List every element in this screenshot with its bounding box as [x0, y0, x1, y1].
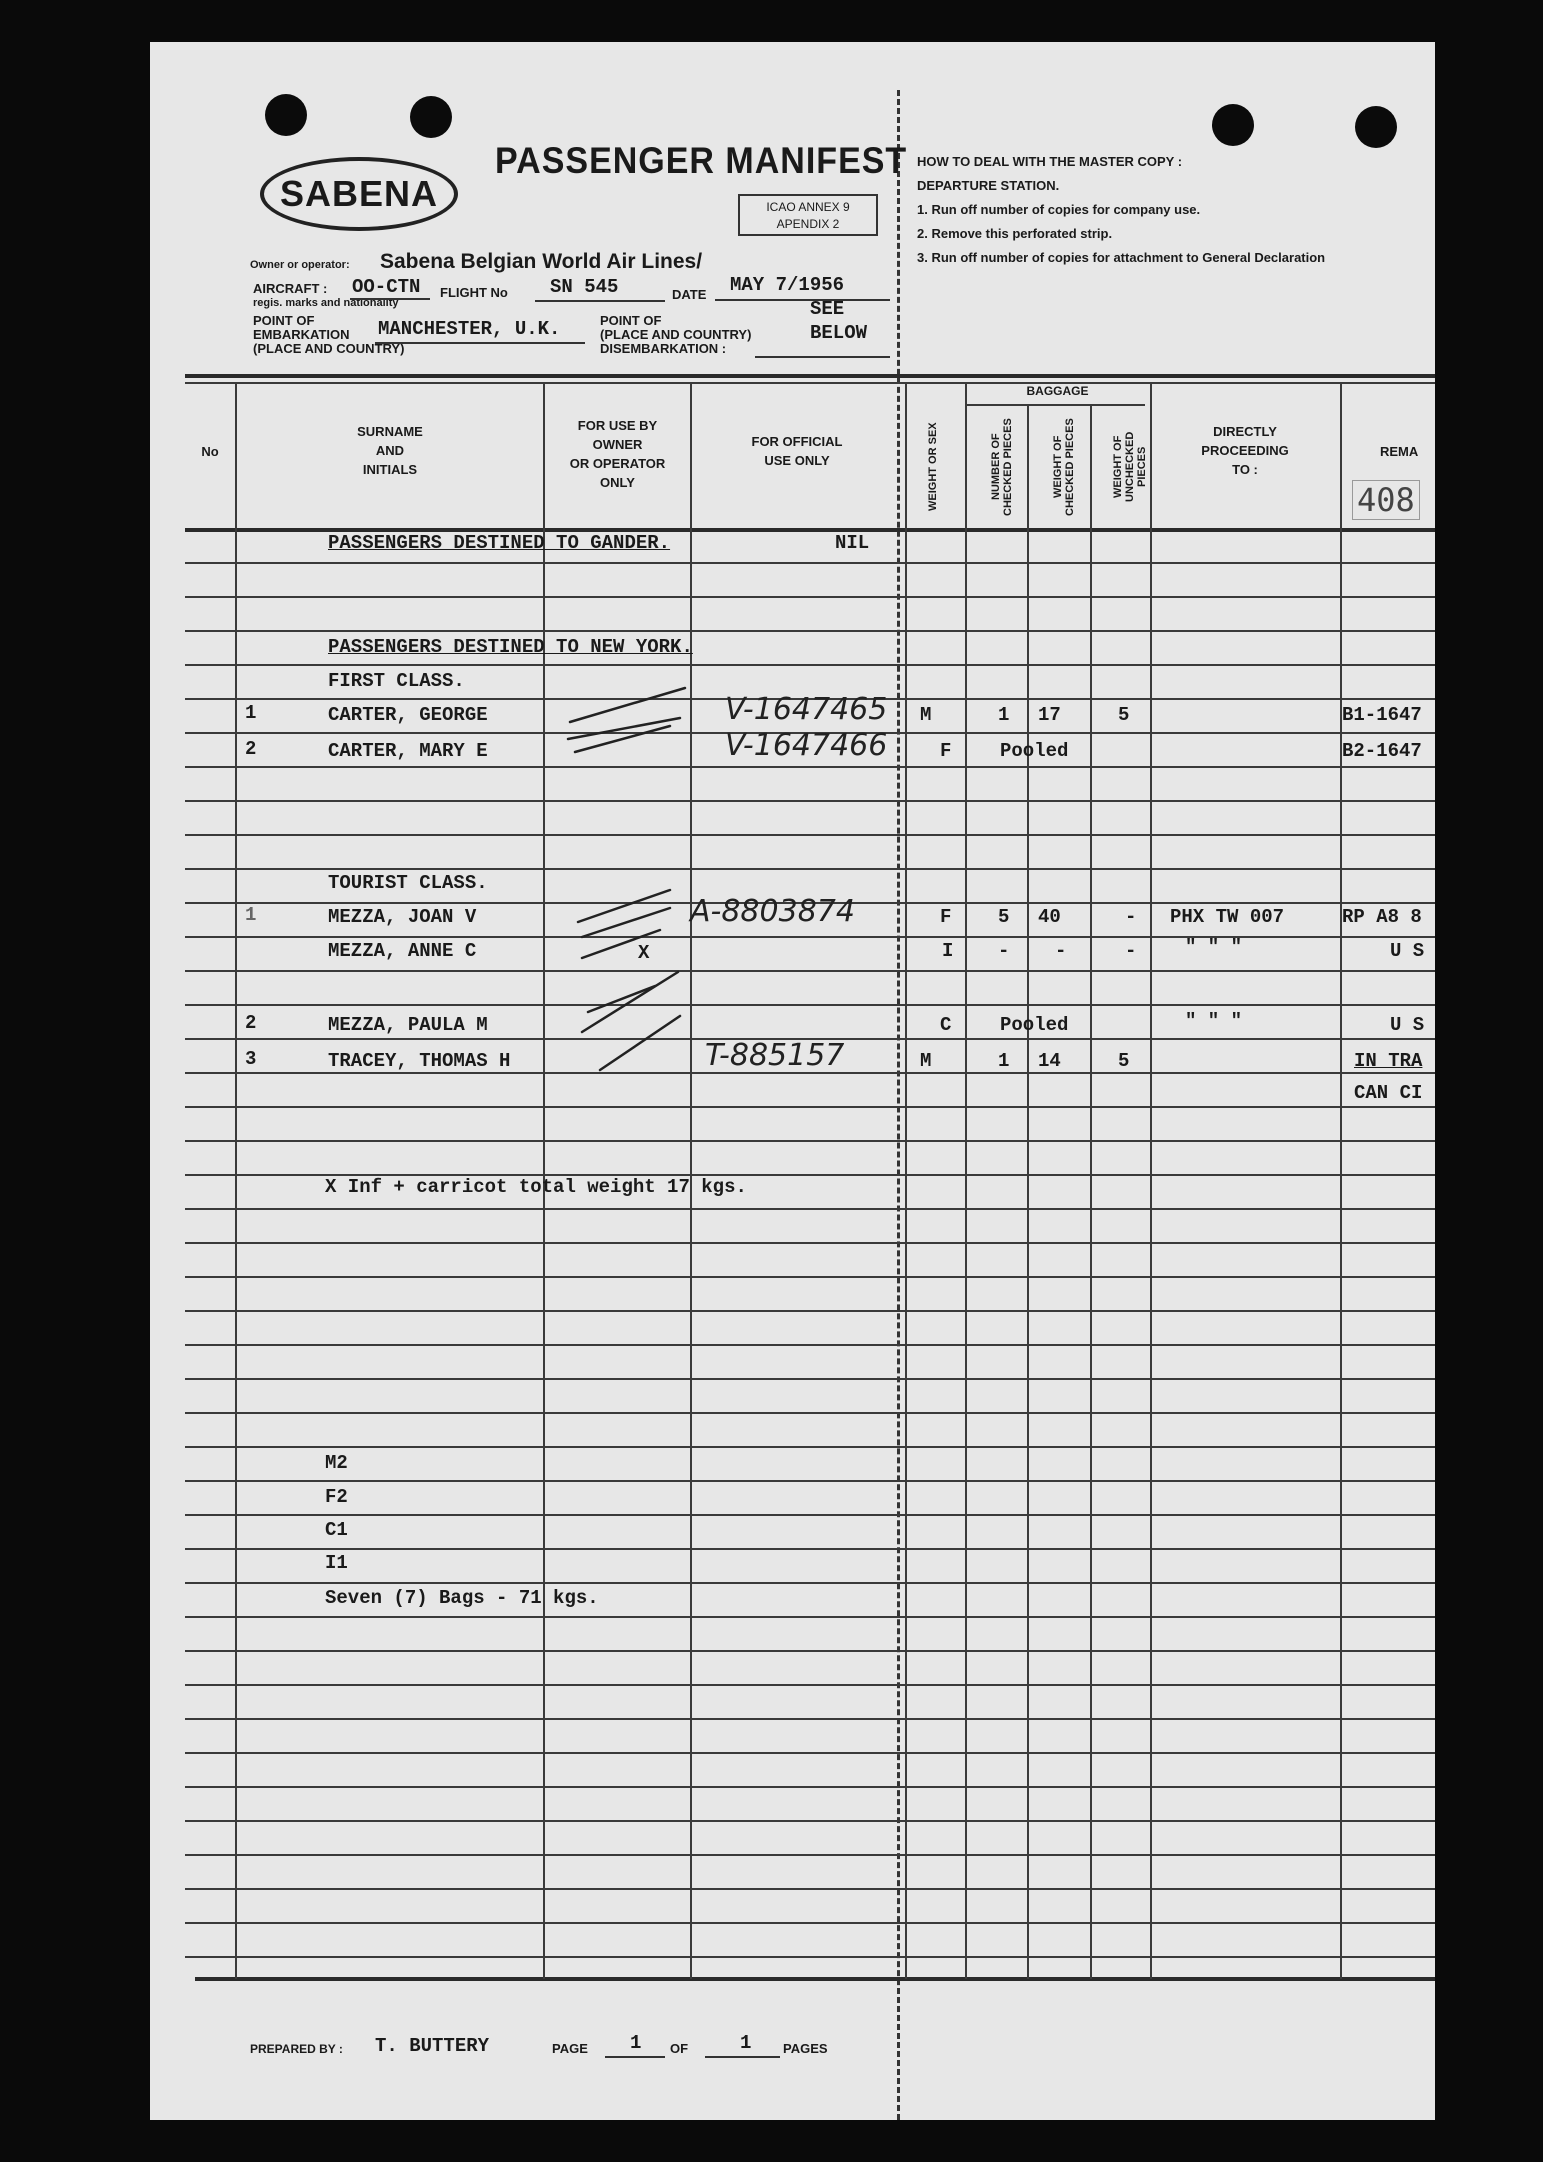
row-sex: M — [920, 1050, 932, 1072]
header-num-checked: NUMBER OF CHECKED PIECES — [990, 418, 1014, 516]
prepared-value: T. BUTTERY — [375, 2035, 490, 2057]
header-weight-sex: WEIGHT OR SEX — [927, 422, 939, 512]
aircraft-label: AIRCRAFT : — [253, 281, 328, 296]
prepared-label: PREPARED BY : — [250, 2042, 343, 2056]
note-infant: X Inf + carricot total weight 17 kgs. — [325, 1176, 747, 1198]
row-official: V-1647465 — [725, 692, 888, 727]
disembark-value-1: SEE — [810, 298, 845, 320]
row-remark: U S — [1390, 940, 1425, 962]
row-dest: PHX TW 007 — [1170, 906, 1285, 928]
pages-label: PAGES — [783, 2041, 828, 2056]
section-gander: PASSENGERS DESTINED TO GANDER. — [328, 532, 671, 554]
annex-line-2: APENDIX 2 — [776, 217, 840, 231]
row-remark: U S — [1390, 1014, 1425, 1036]
row-no: 1 — [245, 904, 257, 926]
row-num: Pooled — [1000, 740, 1069, 762]
strike-mark — [578, 890, 670, 922]
note-m: M2 — [325, 1452, 348, 1474]
row-name: MEZZA, JOAN V — [328, 906, 477, 928]
row-dest: " " " — [1185, 1010, 1243, 1032]
row-remark: IN TRA — [1354, 1050, 1423, 1072]
row-sex: F — [940, 740, 952, 762]
row-wt: 40 — [1038, 906, 1061, 928]
note-f: F2 — [325, 1486, 348, 1508]
row-remark: CAN CI — [1354, 1082, 1423, 1104]
note-i: I1 — [325, 1552, 348, 1574]
header-owner-1: FOR USE BY — [577, 418, 658, 433]
embark-label-1: POINT OF — [253, 313, 315, 328]
header-official-2: USE ONLY — [764, 453, 830, 468]
disembark-value-2: BELOW — [810, 322, 868, 344]
row-no: 1 — [245, 702, 257, 724]
section-tourist-class: TOURIST CLASS. — [328, 872, 488, 894]
row-num: 5 — [998, 906, 1010, 928]
header-surname-3: INITIALS — [362, 462, 418, 477]
strike-mark — [582, 908, 670, 937]
header-owner-2: OWNER — [592, 437, 643, 452]
total-pages-value: 1 — [740, 2032, 752, 2054]
manifest-sheet — [150, 42, 1435, 2120]
disembark-label-2: (PLACE AND COUNTRY) — [600, 327, 752, 342]
total-pages-underline — [705, 2056, 780, 2058]
embark-label-3: (PLACE AND COUNTRY) — [253, 341, 405, 356]
row-num: Pooled — [1000, 1014, 1069, 1036]
row-wt: 14 — [1038, 1050, 1061, 1072]
note-bags: Seven (7) Bags - 71 kgs. — [325, 1587, 599, 1609]
owner-label: Owner or operator: — [250, 259, 350, 271]
row-remark: B1-1647 — [1342, 704, 1422, 726]
header-no: No — [201, 444, 219, 459]
row-sex: C — [940, 1014, 952, 1036]
row-dest: " " " — [1185, 936, 1243, 958]
page-value: 1 — [630, 2032, 642, 2054]
instruction-line: 2. Remove this perforated strip. — [917, 226, 1113, 241]
header-baggage: BAGGAGE — [1026, 384, 1089, 398]
header-surname-1: SURNAME — [357, 424, 423, 439]
page-underline — [605, 2056, 665, 2058]
header-surname-2: AND — [375, 443, 405, 458]
disembark-label-3: DISEMBARKATION : — [600, 341, 727, 356]
row-official: V-1647466 — [725, 728, 888, 763]
row-num: - — [998, 940, 1010, 962]
header-remarks: REMA — [1380, 444, 1419, 459]
header-owner-4: ONLY — [600, 475, 635, 490]
embark-value: MANCHESTER, U.K. — [378, 318, 561, 340]
disembark-label-1: POINT OF — [600, 313, 662, 328]
row-no: 3 — [245, 1048, 257, 1070]
owner-value: Sabena Belgian World Air Lines/ — [380, 250, 703, 273]
header-proceeding-2: PROCEEDING — [1201, 443, 1289, 458]
strike-mark — [582, 972, 678, 1032]
handwritten-marks — [150, 42, 1435, 2120]
header-proceeding-3: TO : — [1232, 462, 1258, 477]
aircraft-value: OO-CTN — [352, 276, 421, 298]
header-owner-3: OR OPERATOR — [569, 456, 666, 471]
section-newyork: PASSENGERS DESTINED TO NEW YORK. — [328, 636, 693, 658]
stamp-number: 408 — [1352, 480, 1420, 520]
row-wt: - — [1055, 940, 1067, 962]
row-name: MEZZA, ANNE C — [328, 940, 477, 962]
row-sex: F — [940, 906, 952, 928]
date-label: DATE — [672, 287, 707, 302]
logo-text: SABENA — [279, 173, 438, 214]
row-wt: 17 — [1038, 704, 1061, 726]
page-title: PASSENGER MANIFEST — [495, 140, 908, 182]
header-wt-checked: WEIGHT OF CHECKED PIECES — [1052, 418, 1076, 516]
row-sex: I — [942, 940, 954, 962]
embark-label-2: EMBARKATION — [253, 327, 350, 342]
row-unc: 5 — [1118, 704, 1130, 726]
row-name: CARTER, GEORGE — [328, 704, 488, 726]
instruction-line: 1. Run off number of copies for company use. — [917, 202, 1201, 217]
date-value: MAY 7/1956 — [730, 274, 845, 296]
instruction-line: DEPARTURE STATION. — [917, 178, 1060, 193]
row-official: T-885157 — [705, 1038, 845, 1073]
row-name: TRACEY, THOMAS H — [328, 1050, 511, 1072]
row-name: CARTER, MARY E — [328, 740, 488, 762]
row-remark: B2-1647 — [1342, 740, 1422, 762]
row-unc: - — [1125, 906, 1137, 928]
row-sex: M — [920, 704, 932, 726]
flight-value: SN 545 — [550, 276, 619, 298]
row-official: A-8803874 — [690, 894, 855, 929]
header-official-1: FOR OFFICIAL — [751, 434, 843, 449]
row-name: MEZZA, PAULA M — [328, 1014, 488, 1036]
row-unc: - — [1125, 940, 1137, 962]
aircraft-sub-label: regis. marks and nationality — [253, 297, 399, 309]
of-label: OF — [670, 2041, 689, 2056]
section-first-class: FIRST CLASS. — [328, 670, 465, 692]
flight-label: FLIGHT No — [440, 285, 508, 300]
instruction-line: HOW TO DEAL WITH THE MASTER COPY : — [917, 154, 1183, 169]
strike-mark — [570, 688, 685, 722]
note-c: C1 — [325, 1519, 348, 1541]
row-unc: 5 — [1118, 1050, 1130, 1072]
row-num: 1 — [998, 704, 1010, 726]
gander-nil: NIL — [835, 532, 870, 554]
page-label: PAGE — [552, 2041, 588, 2056]
row-no: 2 — [245, 738, 257, 760]
header-wt-unchecked: WEIGHT OF UNCHECKED PIECES — [1112, 431, 1148, 503]
row-owner-mark: X — [638, 942, 650, 964]
instruction-line: 3. Run off number of copies for attachment to General Declaration — [917, 250, 1326, 265]
header-proceeding-1: DIRECTLY — [1213, 424, 1277, 439]
annex-line-1: ICAO ANNEX 9 — [766, 200, 850, 214]
row-no: 2 — [245, 1012, 257, 1034]
strike-mark — [600, 1016, 680, 1070]
row-num: 1 — [998, 1050, 1010, 1072]
row-remark: RP A8 8 — [1342, 906, 1422, 928]
